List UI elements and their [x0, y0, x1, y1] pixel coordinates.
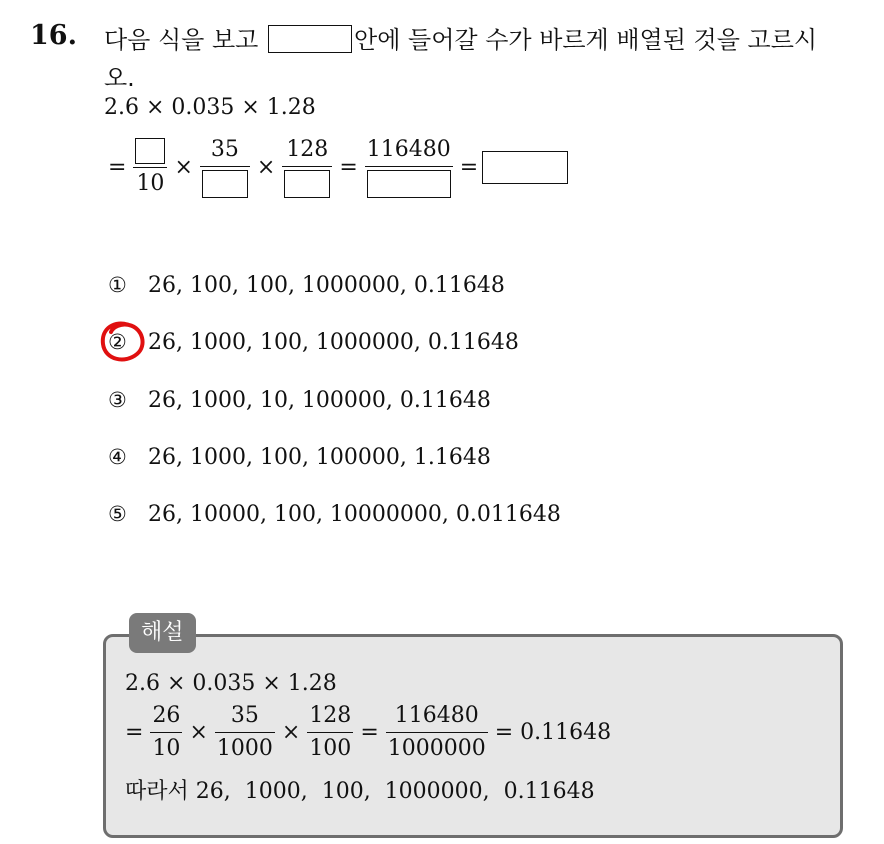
question-text-line2: 오.: [104, 64, 135, 92]
times-sign: ×: [281, 720, 301, 745]
option-text: 26, 1000, 100, 1000000, 0.11648: [148, 330, 519, 355]
times-sign: ×: [256, 155, 276, 180]
blank-box-3: [284, 170, 330, 198]
sol-fraction-4: [386, 703, 488, 762]
solution-result: = 0.11648: [494, 720, 612, 745]
solution-tag: 해설: [129, 613, 196, 653]
sol-fraction-2: [215, 703, 275, 762]
fraction-2: [200, 137, 250, 198]
times-sign: ×: [174, 155, 193, 180]
sol-fraction-3: [307, 703, 353, 762]
question-text-after: 안에 들어갈 수가 바르게 배열된 것을 고르시: [354, 26, 818, 54]
expression-line1: 2.6 × 0.035 × 1.28: [104, 95, 316, 120]
times-sign: ×: [189, 720, 208, 745]
option-text: 26, 1000, 100, 100000, 1.1648: [148, 445, 491, 470]
option-marker: ②: [108, 330, 127, 354]
blank-box-1: [135, 138, 165, 164]
option-marker: ⑤: [108, 502, 127, 526]
solution-line1: 2.6 × 0.035 × 1.28: [125, 671, 337, 696]
blank-box-2: [202, 170, 248, 198]
option-marker: ③: [108, 388, 127, 412]
sol-fraction-1: [150, 703, 182, 762]
sol-fraction-4-den: 1000000: [387, 736, 486, 761]
option-marker: ④: [108, 445, 127, 469]
option-text: 26, 1000, 10, 100000, 0.11648: [148, 388, 491, 413]
fraction-1-den: 10: [136, 171, 165, 196]
option-marker: ①: [108, 273, 127, 297]
solution-fraction-expression: [125, 703, 615, 762]
fraction-3-num: 128: [286, 137, 329, 162]
conclusion-values: 26, 1000, 100, 1000000, 0.11648: [195, 779, 595, 804]
option-1[interactable]: [108, 273, 505, 298]
blank-box-result: [482, 151, 568, 184]
fraction-1: [133, 138, 167, 197]
answer-blank-box: [268, 25, 352, 53]
option-text: 26, 10000, 100, 10000000, 0.011648: [148, 502, 561, 527]
sol-fraction-2-num: 35: [230, 703, 259, 728]
equals-sign: =: [339, 155, 358, 180]
blank-box-4: [367, 170, 451, 198]
sol-fraction-2-den: 1000: [216, 736, 273, 761]
option-4[interactable]: [108, 445, 491, 470]
equals-sign: =: [125, 720, 144, 745]
equals-sign: =: [459, 155, 479, 180]
equals-sign: =: [360, 720, 379, 745]
sol-fraction-4-num: 116480: [394, 703, 479, 728]
fraction-expression: [104, 137, 568, 198]
option-5[interactable]: [108, 502, 561, 527]
fraction-3: [282, 137, 332, 198]
sol-fraction-3-den: 100: [309, 736, 352, 761]
fraction-4: [365, 137, 453, 198]
sol-fraction-3-num: 128: [309, 703, 352, 728]
question-text-before: 다음 식을 보고: [104, 26, 259, 54]
sol-fraction-1-num: 26: [152, 703, 181, 728]
question-text-line1: [104, 20, 817, 55]
question-number: 16.: [30, 20, 77, 51]
answer-circle-mark: [99, 320, 149, 366]
fraction-4-num: 116480: [366, 137, 451, 162]
option-text: 26, 100, 100, 1000000, 0.11648: [148, 273, 505, 298]
solution-conclusion: [125, 774, 595, 805]
option-3[interactable]: [108, 388, 491, 413]
equals-sign: =: [108, 155, 127, 180]
fraction-2-num: 35: [210, 137, 239, 162]
conclusion-word: 따라서: [125, 779, 189, 804]
option-2[interactable]: [108, 330, 519, 355]
sol-fraction-1-den: 10: [152, 736, 181, 761]
